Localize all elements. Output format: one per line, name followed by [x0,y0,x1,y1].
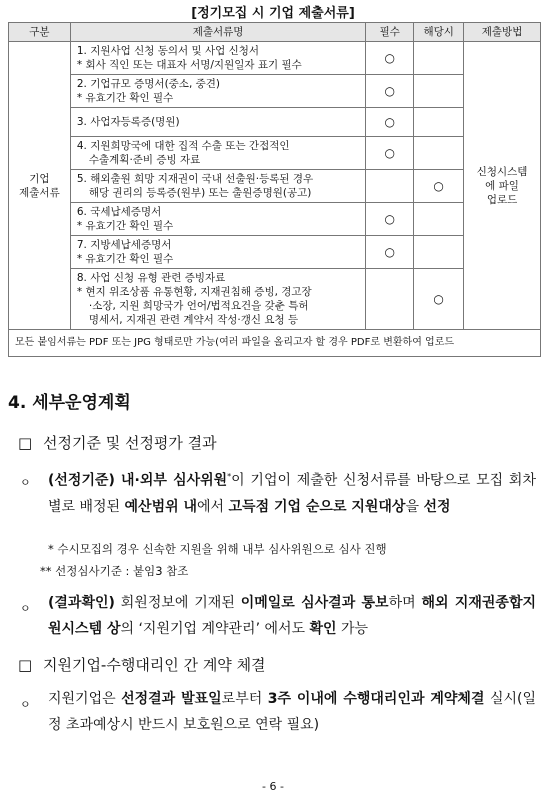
doc-line: ·소장, 지원 희망국가 언어/법적요건을 갖춘 특허 [88,300,309,312]
note-row [9,330,541,357]
applicable-mark-cell [414,236,464,269]
p1-text-2: 에서 [197,498,229,515]
table-note: 모든 붙임서류는 PDF 또는 JPG 형태로만 가능(여러 파일을 올리고자 할 경우 PDF로 변환하여 업로드 [9,330,541,357]
footnote-2: ** 선정심사기준 : 붙임3 참조 [40,564,189,578]
p1-bold-order: 고득점 기업 순으로 지원대상 [228,498,406,515]
p1-bold-budget: 예산범위 내 [124,498,198,515]
p2-text-2: 하며 [388,595,422,611]
doc-line: 명세서, 지재권 관련 계약서 작성·갱신 요청 등 [88,314,299,326]
required-mark-cell: ○ [366,203,414,236]
p1-text-3: 을 [405,498,424,515]
doc-name-cell [70,42,365,75]
doc-line: * 유효기간 확인 필수 [76,253,174,265]
required-mark-cell: ○ [366,137,414,170]
p3-bold-deadline: 3주 이내에 수행대리인과 계약체결 [267,691,485,707]
category-line: 제출서류 [19,186,60,199]
circle-bullet: ㅇ [20,602,31,615]
square-bullet: □ [18,434,33,452]
square-bullet: □ [18,656,33,674]
table-body [9,42,541,357]
table-row [9,203,541,236]
table-row [9,170,541,203]
doc-line: 1. 지원사업 신청 동의서 및 사업 신청서 [76,45,260,57]
doc-name-cell [70,203,365,236]
required-documents-table [8,22,541,357]
doc-line: 6. 국세납세증명서 [76,206,162,218]
doc-line: 7. 지방세납세증명서 [76,239,172,251]
category-cell [9,42,71,330]
p2-bold-email: 이메일로 심사결과 통보 [240,595,389,611]
doc-line: 8. 사업 신청 유형 관련 증빙자료 [76,272,226,284]
applicable-mark-cell: ○ [414,170,464,203]
subsection-1-title: 선정기준 및 선정평가 결과 [42,434,217,452]
paragraph-result-check [20,590,536,642]
p2-bold-system: 해외 지재권종합지원시스템 상 [48,595,537,637]
table-row [9,236,541,269]
required-mark-cell: ○ [366,42,414,75]
p3-text-2: 로부터 [221,691,268,707]
paragraph-text [48,590,536,642]
footnote-1: * 수시모집의 경우 신속한 지원을 위해 내부 심사위원으로 심사 진행 [48,542,387,556]
doc-name-cell [70,75,365,108]
applicable-mark-cell [414,137,464,170]
p2-text: 회원정보에 기재된 [114,595,241,611]
table-row [9,42,541,75]
section-heading: 4. 세부운영계획 [8,393,131,413]
header-method: 제출방법 [464,23,541,42]
required-mark-cell: ○ [366,236,414,269]
table-row [9,269,541,330]
doc-line: 5. 해외출원 희망 지재권이 국내 선출원·등록된 경우 [76,173,314,185]
header-doc-name: 제출서류명 [70,23,365,42]
circle-bullet: ㅇ [20,698,31,711]
p1-bold-select: 선정 [423,498,451,515]
doc-name-cell [70,269,365,330]
p3-text: 지원기업은 [48,691,122,707]
doc-line: * 유효기간 확인 필수 [76,220,174,232]
table-row [9,75,541,108]
applicable-mark-cell [414,203,464,236]
p1-footnote-mark: * [227,472,232,481]
method-line: 업로드 [486,193,518,206]
required-mark-cell [366,170,414,203]
doc-name-cell [70,137,365,170]
header-category: 구분 [9,23,71,42]
applicable-mark-cell: ○ [414,269,464,330]
table-row [9,137,541,170]
p1-bold-label: (선정기준) 내·외부 심사위원 [48,472,228,489]
p2-text-3: 의 ‘지원기업 계약관리’ 에서도 [120,621,310,637]
doc-line: 4. 지원희망국에 대한 집적 수출 또는 간접적인 [76,140,290,152]
paragraph-selection-criteria [20,464,536,520]
table-row [9,108,541,137]
circle-bullet: ㅇ [20,476,31,489]
applicable-mark-cell [414,75,464,108]
doc-line: * 유효기간 확인 필수 [76,92,174,104]
header-required: 필수 [366,23,414,42]
subsection-2-title: 지원기업-수행대리인 간 계약 체결 [42,656,266,674]
p2-bold-label: (결과확인) [48,595,115,611]
paragraph-text [48,686,536,738]
doc-line: 3. 사업자등록증(명원) [76,116,180,128]
method-line: 에 파일 [485,179,519,192]
required-mark-cell: ○ [366,108,414,137]
doc-name-cell [70,236,365,269]
doc-name-cell [70,108,365,137]
subsection-2 [18,654,266,675]
paragraph-contract [20,686,536,738]
subsection-1 [18,432,217,453]
doc-line: 해당 권리의 등록증(원부) 또는 출원증명원(공고) [88,187,312,199]
header-applicable: 해당시 [414,23,464,42]
paragraph-text [48,464,536,520]
p3-text-3: 실시(일정 초과예상시 반드시 보호원으로 연락 필요) [48,691,536,733]
doc-line: * 회사 직인 또는 대표자 서명/지원일자 표기 필수 [76,59,302,71]
page-number: - 6 - [262,780,284,793]
p2-text-4: 가능 [336,621,369,637]
table-caption: [정기모집 시 기업 제출서류] [191,6,355,21]
p1-text: 이 기업이 제출한 신청서류를 바탕으로 모집 회차별로 배정된 [48,472,536,515]
method-line: 신청시스템 [476,165,528,178]
table-header-row [9,23,541,42]
required-mark-cell [366,269,414,330]
applicable-mark-cell [414,42,464,75]
required-mark-cell: ○ [366,75,414,108]
doc-name-cell [70,170,365,203]
applicable-mark-cell [414,108,464,137]
p3-bold-date: 선정결과 발표일 [121,691,222,707]
category-line: 기업 [29,172,50,185]
method-cell [464,42,541,330]
doc-line: 2. 기업규모 증명서(중소, 중견) [76,78,221,90]
doc-line: * 현지 위조상품 유통현황, 지재권침해 증빙, 경고장 [76,286,312,298]
p2-bold-confirm: 확인 [309,621,337,637]
doc-line: 수출계획·준비 증빙 자료 [88,154,201,166]
